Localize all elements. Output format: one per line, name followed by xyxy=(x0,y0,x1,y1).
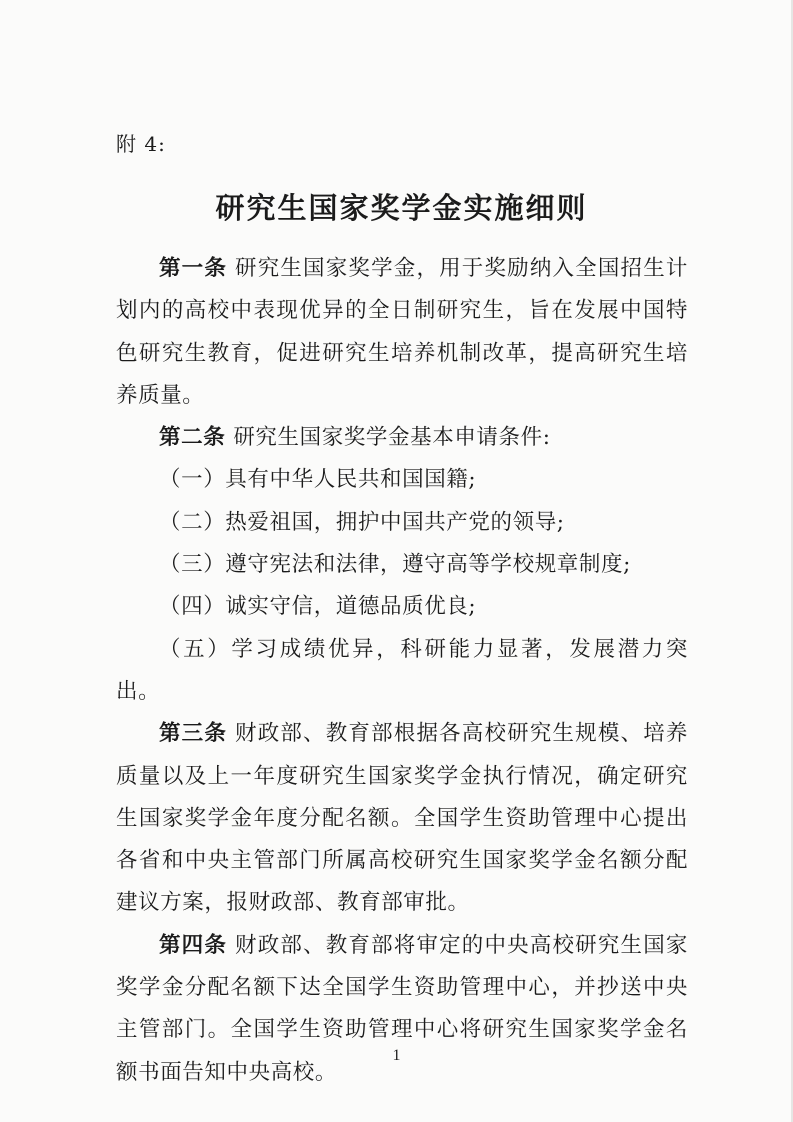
article-4 xyxy=(116,925,688,1094)
article-heading: 第一条 xyxy=(159,256,228,281)
article-2 xyxy=(116,417,688,459)
article-heading: 第二条 xyxy=(159,425,226,451)
article-text: 研究生国家奖学金，用于奖励纳入全国招生计划内的高校中表现优异的全日制研究生，旨在发展中国特色研究生教育，促进研究生培养机制改革，提高研究生培养质量。 xyxy=(116,256,688,408)
condition-item: （五）学习成绩优异，科研能力显著，发展潜力突出。 xyxy=(116,636,688,704)
article-heading: 第四条 xyxy=(159,932,228,958)
article-text: 研究生国家奖学金基本申请条件: xyxy=(233,425,551,451)
article-3 xyxy=(116,713,688,924)
article-1 xyxy=(116,248,688,417)
annex-label: 附 4: xyxy=(116,132,166,156)
condition-item: （二）热爱祖国，拥护中国共产党的领导; xyxy=(159,509,565,535)
condition-item: （四）诚实守信，道德品质优良; xyxy=(159,594,477,620)
page-number: 1 xyxy=(392,1047,401,1064)
article-text: 财政部、教育部根据各高校研究生规模、培养质量以及上一年度研究生国家奖学金执行情况，确定研究生国家奖学金年度分配名额。全国学生资助管理中心提出各省和中央主管部门所属高校研究生国家奖学金名额分配建议方案，报财政部、教育部审批。 xyxy=(116,721,688,916)
document-title: 研究生国家奖学金实施细则 xyxy=(215,191,588,225)
condition-item: （三）遵守宪法和法律，遵守高等学校规章制度; xyxy=(159,552,631,578)
article-text: 财政部、教育部将审定的中央高校研究生国家奖学金分配名额下达全国学生资助管理中心，并抄送中央主管部门。全国学生资助管理中心将研究生国家奖学金名额书面告知中央高校。 xyxy=(116,932,688,1085)
condition-item: （一）具有中华人民共和国国籍; xyxy=(159,467,477,493)
document-body xyxy=(116,248,688,1094)
article-heading: 第三条 xyxy=(159,721,228,747)
